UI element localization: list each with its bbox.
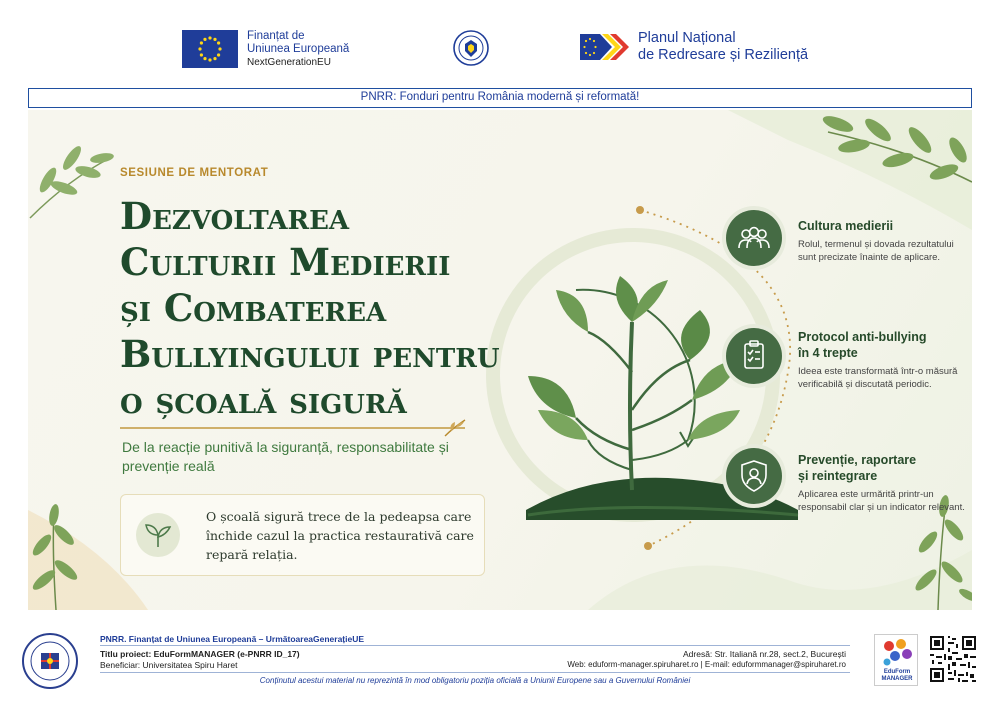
eduform-label: EduForm MANAGER [881, 669, 913, 682]
eu-text-line2: Uniunea Europeană [247, 43, 350, 55]
feature-1-desc: Rolul, termenul și dovada rezultatului sunt precizate înainte de aplicare. [798, 239, 954, 263]
pnrr-logo [578, 30, 808, 64]
checklist-icon [726, 328, 782, 384]
seedling-icon [136, 513, 180, 557]
quote-text: O școală sigură trece de la pedeapsa care închide cazul la practica restaurativă care repară relația. [206, 509, 474, 562]
footer-title: PNRR. Finanțat de Uniunea Europeană – UrmătoareaGenerațieUE [100, 634, 365, 644]
sprout-illustration [528, 276, 740, 490]
leaf-sprig-top-left [30, 144, 115, 218]
feature-3-title-line2: și reintegrare [798, 469, 878, 483]
logo-bar [0, 0, 1000, 86]
footer-rule-top [100, 645, 850, 646]
poster-subtitle: De la reacție punitivă la siguranță, responsabilitate și prevenție reală [122, 439, 449, 474]
pnrr-banner: PNRR: Fonduri pentru România modernă și reformată! [28, 88, 972, 108]
headline-line-2: Culturii Medierii [120, 240, 451, 284]
feature-2-title-line2: în 4 trepte [798, 346, 858, 360]
feature-cultura-medierii [726, 210, 972, 290]
feature-2-desc: Ideea este transformată într-o măsură verificabilă și discutată periodic. [798, 366, 958, 390]
quote-card [120, 494, 485, 576]
pnrr-text-line2: de Redresare și Reziliență [638, 47, 809, 63]
laurel-leaf-icon [443, 416, 467, 440]
eduform-dots-icon [875, 635, 919, 671]
romanian-government-emblem-icon [453, 30, 489, 66]
headline-line-3: și Combaterea [120, 286, 387, 330]
group-icon [726, 210, 782, 266]
shield-person-icon [726, 448, 782, 504]
pnrr-text-line1: Planul Național [638, 30, 736, 46]
qr-code-icon [928, 634, 978, 684]
eu-flag-icon [182, 30, 238, 68]
poster [28, 110, 972, 610]
eu-text-line1: Finanțat de [247, 30, 305, 42]
footer-rule-bottom [100, 672, 850, 673]
poster-headline [120, 193, 540, 423]
eu-text-line3: NextGenerationEU [247, 57, 331, 68]
footer-beneficiary: Beneficiar: Universitatea Spiru Haret [100, 660, 238, 670]
footer-address: Adresă: Str. Italiană nr.28, sect.2, București [682, 649, 846, 659]
pnrr-flag-icon [578, 30, 634, 64]
eduform-manager-logo [874, 634, 918, 686]
footer [0, 612, 1000, 707]
feature-2-title: Protocol anti-bullying [798, 330, 927, 344]
headline-line-5: o școală sigură [120, 378, 407, 422]
feature-3-desc: Aplicarea este urmărită printr-un responsabil clar și un indicator relevant. [798, 489, 965, 513]
headline-divider [120, 427, 465, 429]
footer-web-email: Web: eduform-manager.spiruharet.ro | E-mail: eduformmanager@spiruharet.ro [567, 660, 846, 669]
footer-project: Titlu proiect: EduFormMANAGER (e-PNRR ID_17) [100, 649, 300, 659]
footer-disclaimer: Conținutul acestui material nu reprezintă în mod obligatoriu poziția oficială a Uniunii Europene sau a Guvernului României [259, 676, 691, 685]
headline-line-1: Dezvoltarea [120, 194, 350, 238]
session-kicker: SESIUNE DE MENTORAT [120, 167, 269, 179]
feature-3-title: Prevenție, raportare [798, 453, 917, 467]
feature-1-title: Cultura medierii [798, 219, 894, 233]
feature-protocol-anti-bullying [726, 328, 972, 418]
university-seal-icon [22, 633, 78, 689]
headline-line-4: Bullyingului pentru [120, 332, 500, 376]
feature-preventie-raportare [726, 448, 972, 538]
eu-funding-logo [182, 30, 349, 69]
